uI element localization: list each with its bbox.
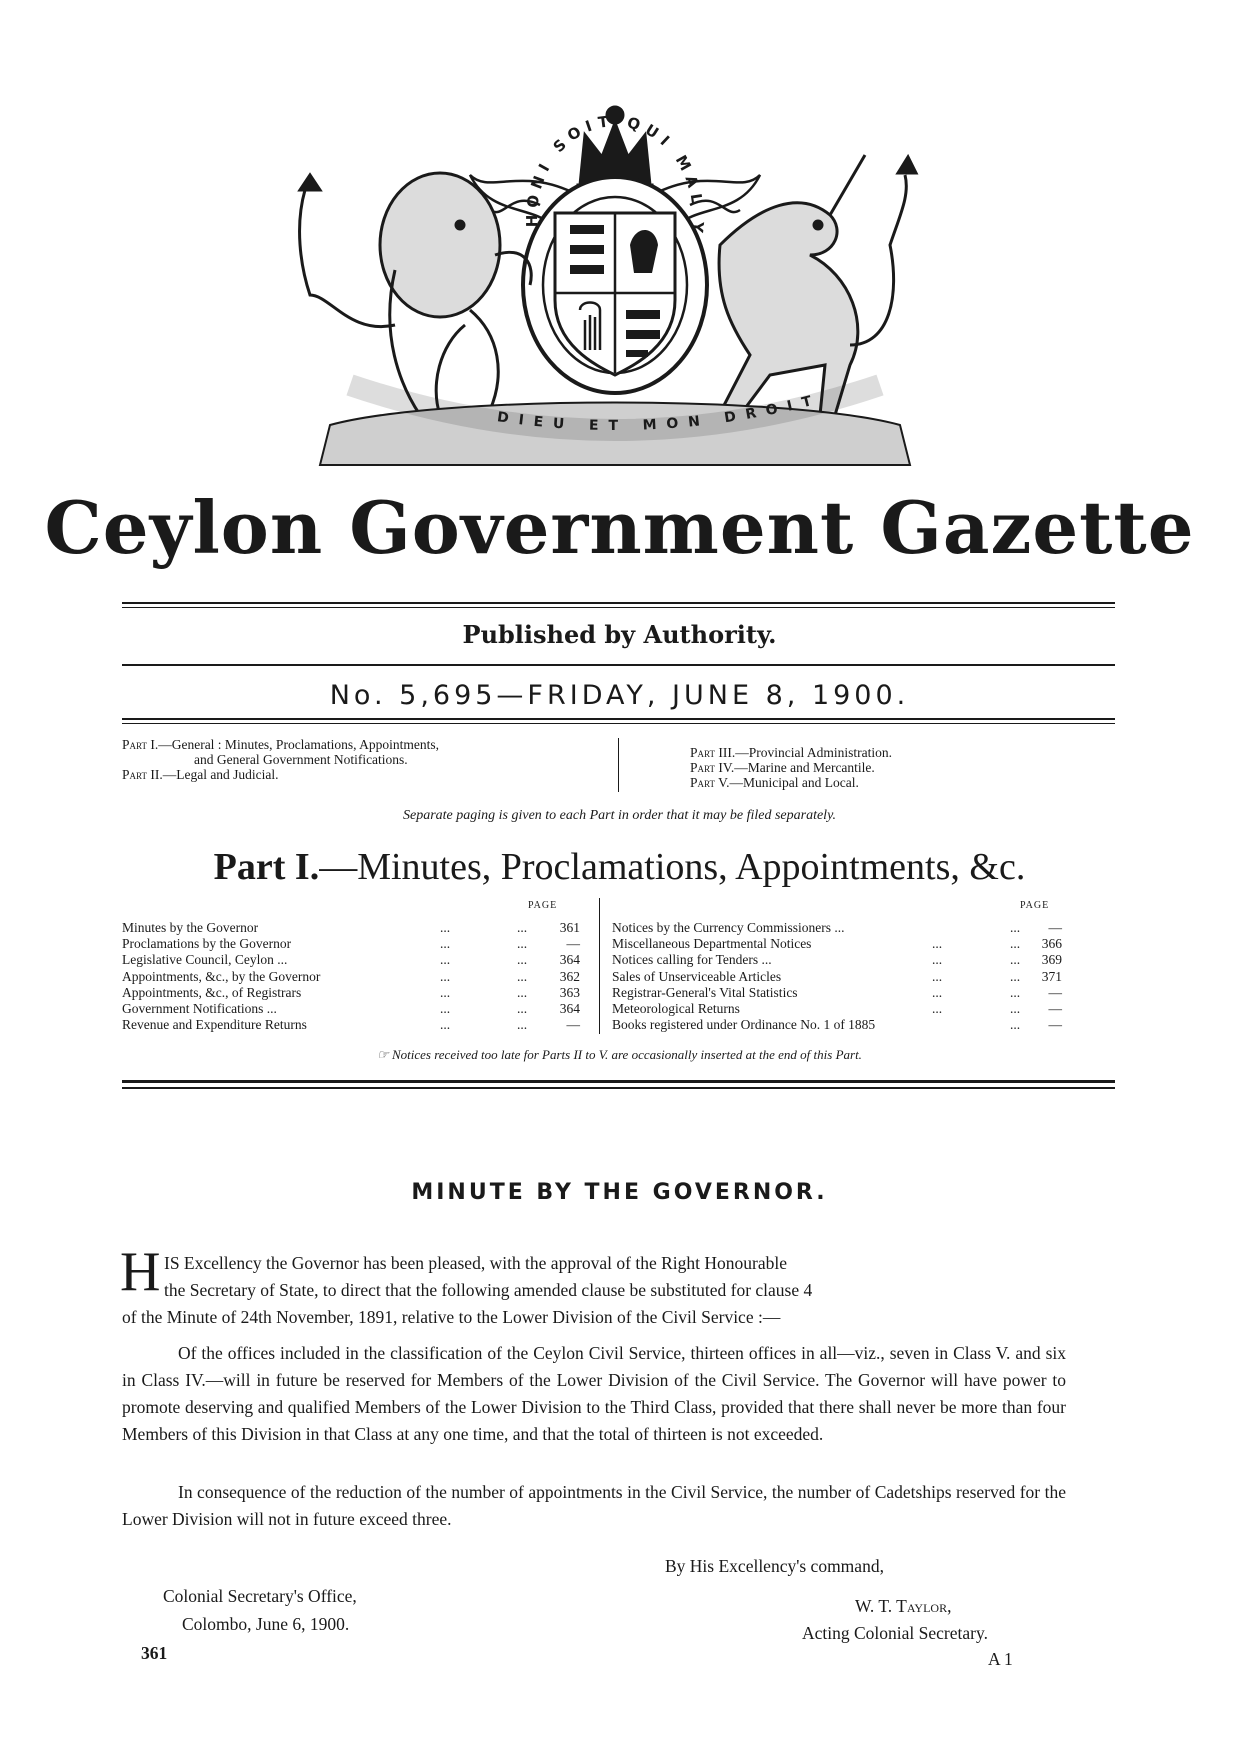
- toc-entry[interactable]: Appointments, &c., of Registrars ... ... 363: [122, 984, 580, 1000]
- toc-divider: [599, 898, 600, 1034]
- parts-index-item: Part IV.—Marine and Mercantile.: [690, 760, 875, 775]
- toc-entry[interactable]: Books registered under Ordinance No. 1 of 1885 ... —: [612, 1017, 1062, 1033]
- sheet-mark: A 1: [988, 1649, 1013, 1669]
- section-rule-thin: [122, 1087, 1115, 1089]
- parts-index-right: [690, 745, 1090, 790]
- issue-rule-top: [122, 718, 1115, 720]
- parts-index-item: Part I.—General : Minutes, Proclamations, Appointments,: [122, 737, 440, 752]
- toc-right: [612, 920, 1062, 1033]
- minute-title: MINUTE BY THE GOVERNOR.: [411, 1180, 828, 1205]
- toc-page-header-right: PAGE: [1020, 900, 1050, 911]
- part1-heading: Part I.—Minutes, Proclamations, Appointments, &c.: [213, 846, 1026, 888]
- toc-entry[interactable]: Sales of Unserviceable Articles ... ... 371: [612, 968, 1062, 984]
- ribbon-motto: DIEU ET MON DROIT: [496, 390, 824, 435]
- parts-index-item: and General Government Notifications.: [194, 752, 408, 767]
- parts-index-divider: [618, 738, 619, 792]
- separate-paging-note: Separate paging is given to each Part in order that it may be filed separately.: [402, 808, 837, 823]
- toc-entry[interactable]: Notices calling for Tenders ... ... ... 369: [612, 952, 1062, 968]
- royal-coat-of-arms-icon: [290, 95, 940, 485]
- late-notices-note: ☞ Notices received too late for Parts II to V. are occasionally inserted at the end of this Part.: [377, 1047, 862, 1062]
- issuing-office: Colonial Secretary's Office,: [163, 1586, 357, 1606]
- toc-entry[interactable]: Proclamations by the Governor ... ... —: [122, 936, 580, 952]
- minute-para3: In consequence of the reduction of the number of appointments in the Civil Service, the number of Cadetships reserved for the Lower Division will not in future exceed three.: [122, 1482, 1066, 1529]
- parts-index-left: [122, 737, 622, 782]
- toc-entry[interactable]: Revenue and Expenditure Returns ... ... —: [122, 1017, 580, 1033]
- issue-rule-thin: [122, 723, 1115, 724]
- toc-entry[interactable]: Government Notifications ... ... ... 364: [122, 1000, 580, 1016]
- page-number: 361: [141, 1643, 168, 1663]
- place-date: Colombo, June 6, 1900.: [182, 1614, 350, 1634]
- subtitle-rule: [122, 664, 1115, 666]
- garter-motto: HONI SOIT QUI MAL Y: [522, 111, 708, 240]
- parts-index-item: Part III.—Provincial Administration.: [690, 745, 892, 760]
- gazette-title: Ceylon Government Gazette: [44, 485, 1195, 570]
- minute-para1-line3: of the Minute of 24th November, 1891, relative to the Lower Division of the Civil Service :—: [122, 1307, 781, 1327]
- toc-entry[interactable]: Appointments, &c., by the Governor ... ... 362: [122, 968, 580, 984]
- masthead-rule-top-thin: [122, 607, 1115, 608]
- published-by-authority: Published by Authority.: [462, 620, 777, 649]
- signatory-name: W. T. Taylor,: [855, 1596, 952, 1616]
- toc-entry[interactable]: Registrar-General's Vital Statistics ... ... —: [612, 984, 1062, 1000]
- issue-line: No. 5,695—FRIDAY, JUNE 8, 1900.: [329, 680, 910, 711]
- parts-index-item: Part V.—Municipal and Local.: [690, 775, 859, 790]
- drop-cap: H: [120, 1241, 161, 1303]
- minute-para1-line1: IS Excellency the Governor has been pleased, with the approval of the Right Honourable: [164, 1253, 788, 1273]
- parts-index-item: Part II.—Legal and Judicial.: [122, 767, 279, 782]
- toc-entry[interactable]: Notices by the Currency Commissioners ... ... —: [612, 920, 1062, 935]
- toc-entry[interactable]: Meteorological Returns ... ... —: [612, 1000, 1062, 1016]
- command-line: By His Excellency's command,: [665, 1556, 884, 1576]
- minute-para2: Of the offices included in the classification of the Ceylon Civil Service, thirteen offices in all—viz., seven in Class V. and six in Class IV.—will in future be reserved for Members of the Lower Division of the Civil Service. The Governor will have power to promote deserving and qualified Members of the Lower Division to the Third Class, provided that there shall never be more than four Members of this Division in that Class at any one time, and that the total of thirteen is not exceeded.: [122, 1343, 1066, 1444]
- minute-para1-line2: the Secretary of State, to direct that the following amended clause be substituted for clause 4: [164, 1280, 813, 1300]
- toc-entry[interactable]: Legislative Council, Ceylon ... ... ... 364: [122, 952, 580, 968]
- signatory-title: Acting Colonial Secretary.: [802, 1623, 988, 1643]
- toc-left: [122, 920, 582, 1033]
- toc-entry[interactable]: Minutes by the Governor ... ... 361: [122, 920, 580, 935]
- toc-entry[interactable]: Miscellaneous Departmental Notices ... ... 366: [612, 936, 1062, 952]
- toc-page-header-left: PAGE: [528, 900, 558, 911]
- masthead-rule-top: [122, 602, 1115, 604]
- section-rule-thick: [122, 1080, 1115, 1083]
